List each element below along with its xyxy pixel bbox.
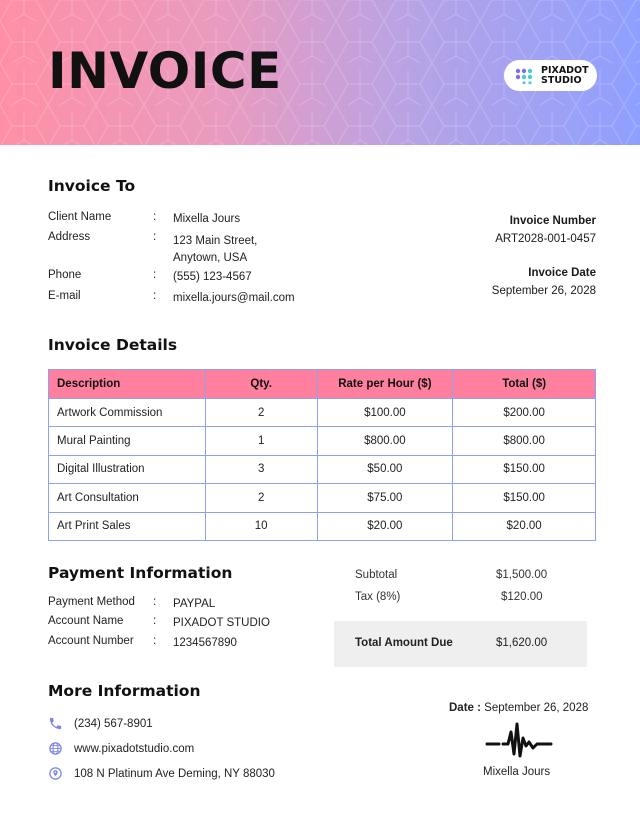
dots-logo-icon: [515, 68, 535, 84]
contact-website-text[interactable]: www.pixadotstudio.com: [74, 742, 195, 755]
signature-date-value: September 26, 2028: [484, 702, 589, 714]
invoice-date-value: September 26, 2028: [491, 285, 596, 297]
client-name-label: Client Name: [48, 211, 112, 223]
invoice-to-heading: Invoice To: [48, 177, 136, 195]
total-due-label: Total Amount Due: [355, 637, 453, 649]
contact-phone: [48, 716, 153, 731]
table-cell: 3: [205, 455, 317, 483]
brand-name: PIXADOT STUDIO: [541, 64, 589, 86]
subtotal-value: $1,500.00: [496, 569, 548, 581]
table-row: [49, 455, 596, 483]
invoice-date-label: Invoice Date: [528, 267, 596, 279]
table-header-row: [49, 370, 596, 399]
phone-icon: [48, 716, 63, 731]
payment-method-label: Payment Method: [48, 596, 135, 608]
phone-label: Phone: [48, 269, 82, 281]
account-number-value: 1234567890: [173, 637, 237, 649]
table-cell: $100.00: [317, 399, 453, 427]
column-header: Rate per Hour ($): [317, 370, 453, 399]
invoice-details-table: [48, 369, 596, 541]
account-name-label: Account Name: [48, 615, 124, 627]
table-cell: $200.00: [453, 399, 596, 427]
location-icon: [48, 766, 63, 781]
more-info-heading: More Information: [48, 682, 201, 700]
subtotal-label: Subtotal: [355, 569, 398, 581]
table-cell: Artwork Commission: [49, 399, 206, 427]
signature-image: [485, 720, 555, 762]
table-cell: Mural Painting: [49, 427, 206, 455]
table-row: [49, 512, 596, 540]
table-row: [49, 427, 596, 455]
page-title: INVOICE: [48, 42, 282, 100]
account-name-value: PIXADOT STUDIO: [173, 617, 270, 629]
table-cell: $800.00: [317, 427, 453, 455]
table-cell: Art Print Sales: [49, 512, 206, 540]
table-cell: $50.00: [317, 455, 453, 483]
contact-website: [48, 741, 194, 756]
column-header: Total ($): [453, 370, 596, 399]
payment-info-heading: Payment Information: [48, 564, 233, 582]
signature-date-label: Date :: [449, 702, 481, 714]
payment-method-value: PAYPAL: [173, 598, 216, 610]
column-header: Description: [49, 370, 206, 399]
table-cell: 1: [205, 427, 317, 455]
table-cell: $20.00: [453, 512, 596, 540]
invoice-details-heading: Invoice Details: [48, 336, 178, 354]
contact-address: [48, 766, 275, 781]
table-cell: $800.00: [453, 427, 596, 455]
brand-logo: [504, 60, 597, 91]
table-cell: Digital Illustration: [49, 455, 206, 483]
contact-address-text: 108 N Platinum Ave Deming, NY 88030: [74, 767, 275, 780]
table-cell: Art Consultation: [49, 484, 206, 512]
header-banner: [0, 0, 640, 145]
table-cell: $150.00: [453, 455, 596, 483]
invoice-date-block: [492, 267, 596, 297]
phone-value: (555) 123-4567: [173, 271, 252, 283]
account-number-label: Account Number: [48, 635, 134, 647]
invoice-number-label: Invoice Number: [509, 215, 596, 227]
table-cell: 2: [205, 399, 317, 427]
client-name-value: Mixella Jours: [173, 213, 241, 225]
globe-icon: [48, 741, 63, 756]
invoice-number-block: [495, 215, 596, 245]
table-cell: 10: [205, 512, 317, 540]
tax-label: Tax (8%): [355, 591, 401, 603]
total-due-box: [334, 621, 587, 667]
table-row: [49, 484, 596, 512]
table-cell: $20.00: [317, 512, 453, 540]
total-due-value: $1,620.00: [496, 637, 548, 649]
column-header: Qty.: [205, 370, 317, 399]
table-cell: $75.00: [317, 484, 453, 512]
tax-value: $120.00: [501, 591, 543, 603]
email-value[interactable]: mixella.jours@mail.com: [173, 292, 295, 304]
address-label: Address: [48, 231, 91, 243]
address-value: 123 Main Street, Anytown, USA: [173, 235, 258, 264]
contact-phone-text[interactable]: (234) 567-8901: [74, 717, 153, 730]
email-label: E-mail: [48, 290, 81, 302]
invoice-number-value: ART2028-001-0457: [495, 233, 596, 245]
signature-date: [449, 702, 588, 714]
table-cell: $150.00: [453, 484, 596, 512]
table-cell: 2: [205, 484, 317, 512]
signature-name: Mixella Jours: [483, 766, 551, 778]
table-row: [49, 399, 596, 427]
